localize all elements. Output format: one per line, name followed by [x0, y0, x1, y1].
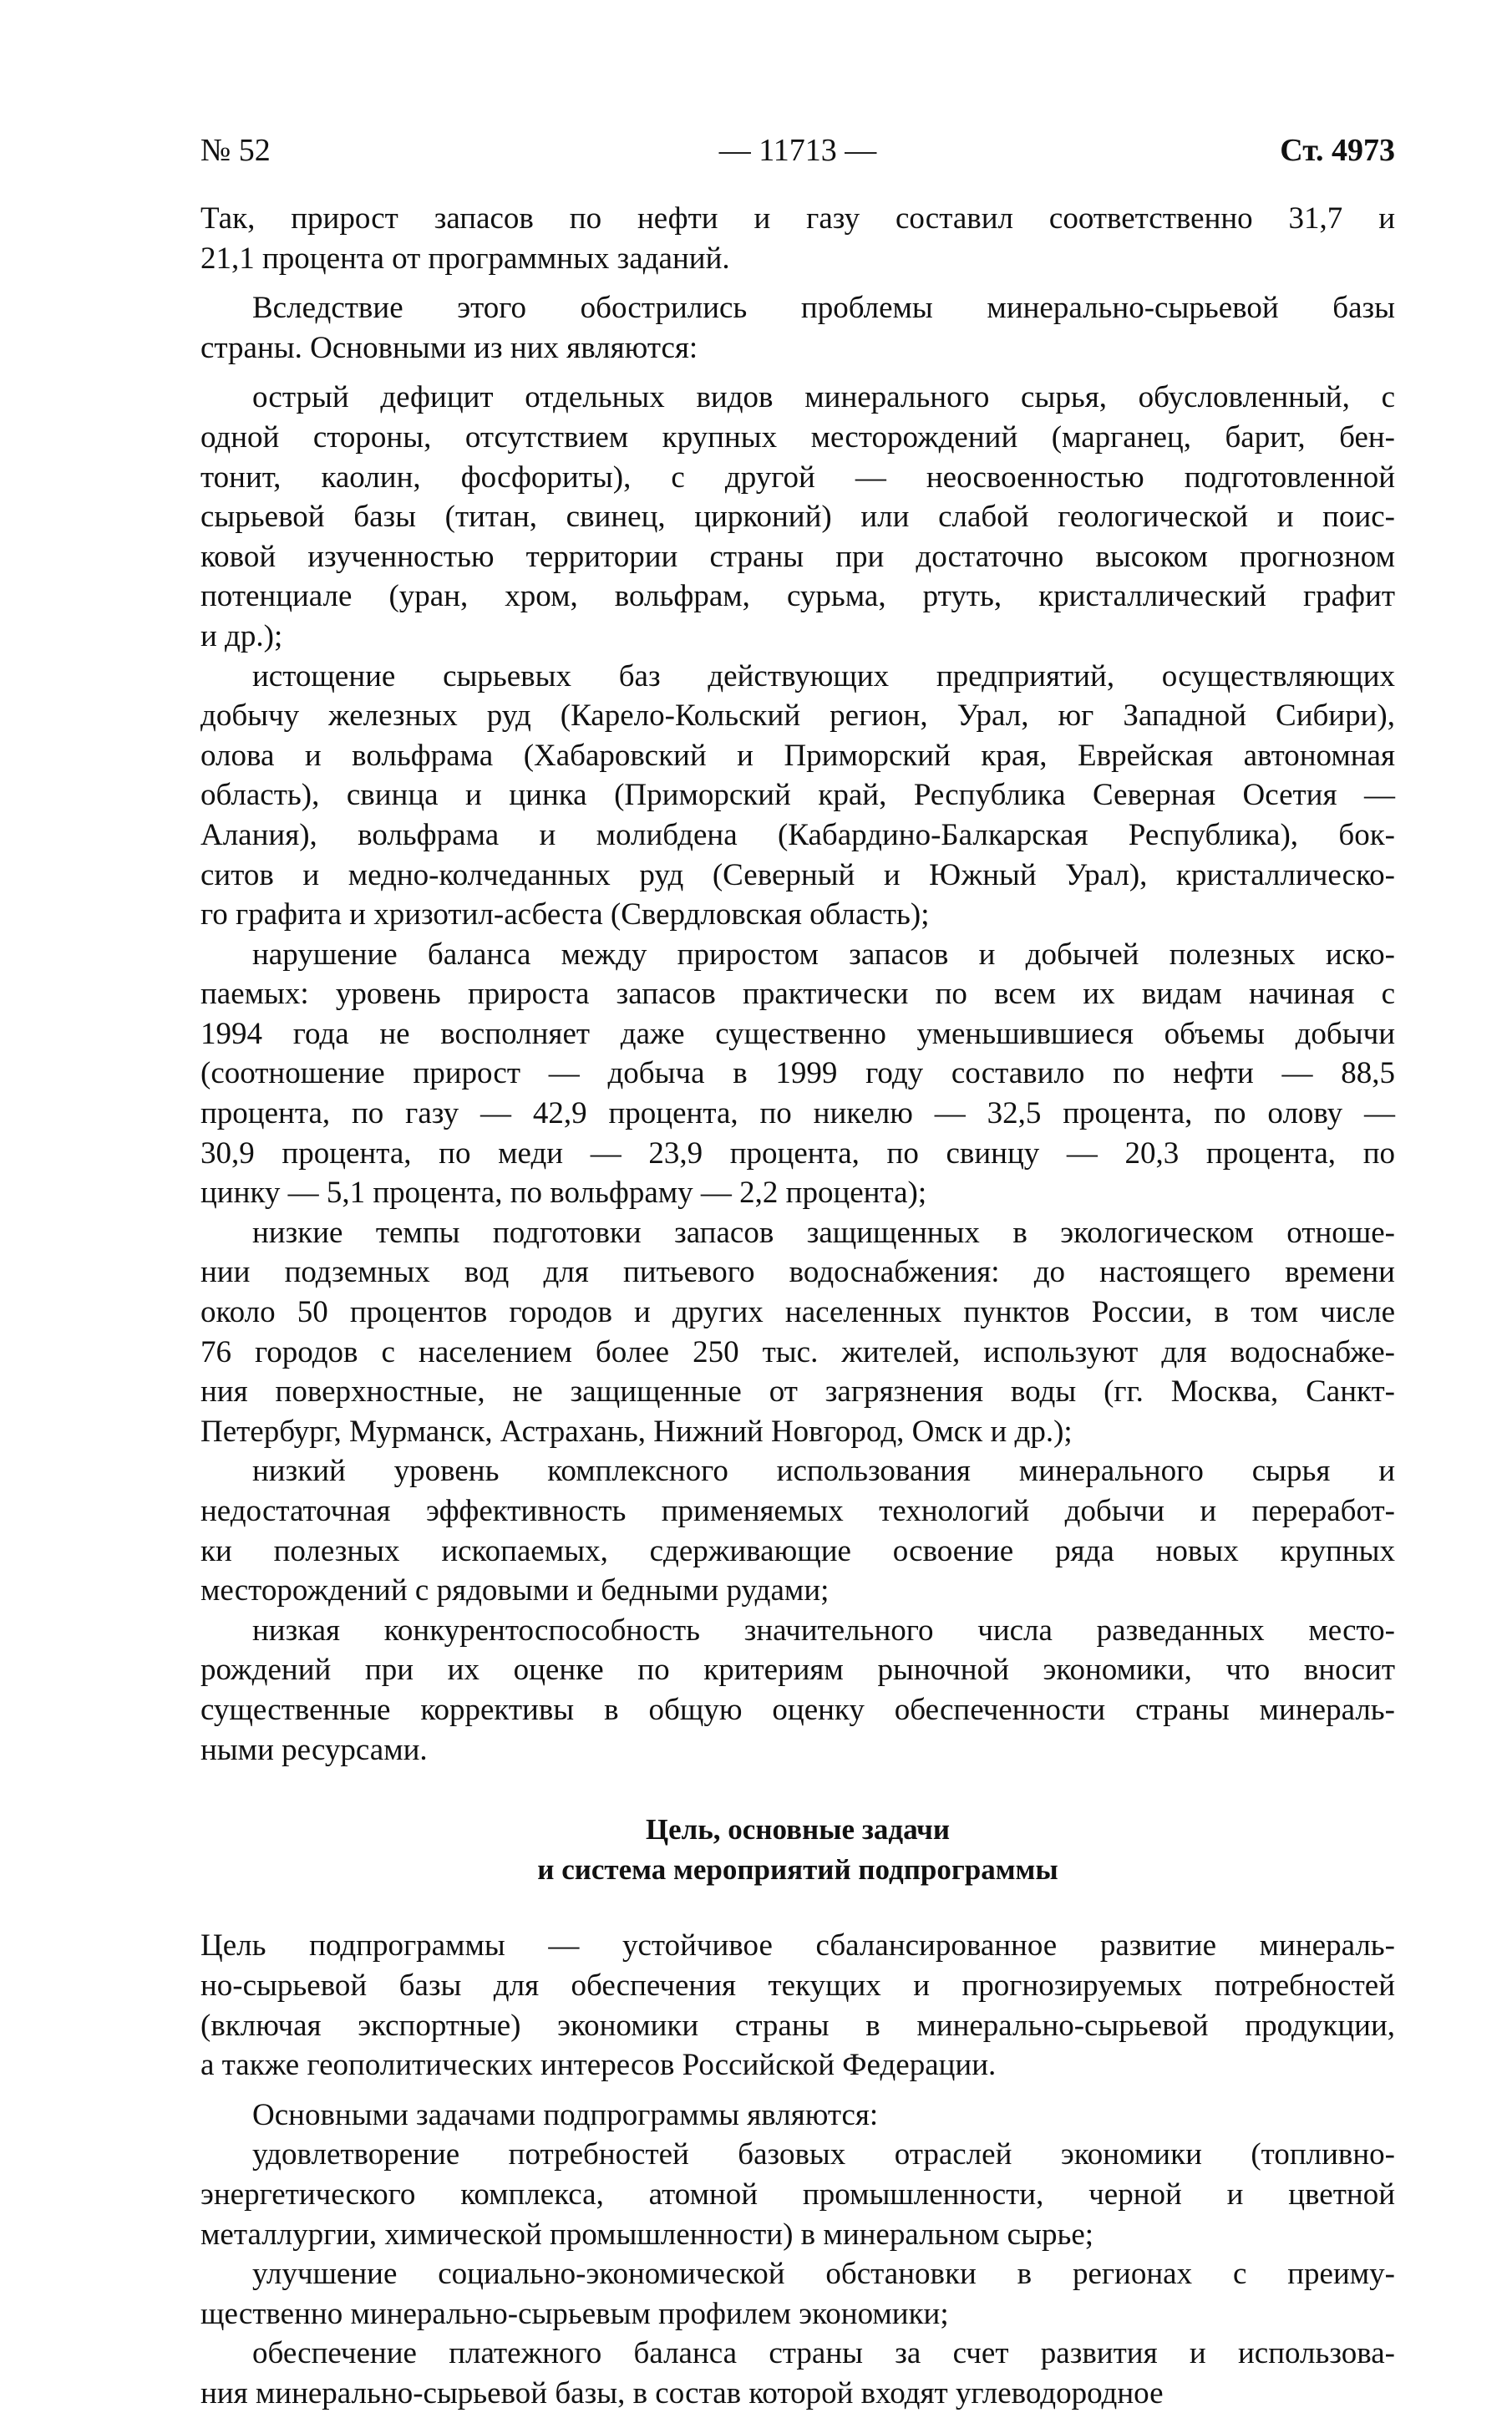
paragraphs-before — [200, 199, 1395, 1770]
text-line: область), свинца и цинка (Приморский край, Республика Северная Осетия — — [200, 778, 1395, 813]
text-line: месторождений с рядовыми и бедными рудами; — [200, 1573, 830, 1608]
paragraph — [200, 935, 1395, 1213]
text-line: удовлетворение потребностей базовых отраслей экономики (топливно- — [252, 2137, 1395, 2172]
text-line: (включая экспортные) экономики страны в минерально-сырьевой продукции, — [200, 2008, 1395, 2043]
text-line: металлургии, химической промышленности) в минеральном сырье; — [200, 2217, 1094, 2252]
text-line: острый дефицит отдельных видов минерального сырья, обусловленный, с — [252, 380, 1395, 415]
paragraph — [200, 378, 1395, 656]
text-line: нии подземных вод для питьевого водоснабжения: до настоящего времени — [200, 1255, 1395, 1290]
paragraph — [200, 2135, 1395, 2254]
text-line: процента, по газу — 42,9 процента, по никелю — 32,5 процента, по олову — — [200, 1096, 1395, 1131]
paragraph — [200, 1451, 1395, 1610]
text-line: рождений при их оценке по критериям рыночной экономики, что вносит — [200, 1653, 1395, 1688]
issue-number: № 52 — [200, 133, 271, 168]
text-line: 30,9 процента, по меди — 23,9 процента, по свинцу — 20,3 процента, по — [200, 1135, 1395, 1171]
text-line: (соотношение прирост — добыча в 1999 году составило по нефти — 88,5 — [200, 1056, 1395, 1091]
text-line: Основными задачами подпрограммы являются: — [252, 2097, 879, 2132]
paragraph — [200, 288, 1395, 368]
text-line: страны. Основными из них являются: — [200, 330, 698, 365]
text-line: Петербург, Мурманск, Астрахань, Нижний Новгород, Омск и др.); — [200, 1414, 1073, 1449]
paragraph — [200, 199, 1395, 278]
section-title-line: и система мероприятий подпрограммы — [537, 1852, 1058, 1886]
text-line: ковой изученностью территории страны при достаточно высоком прогнозном — [200, 539, 1395, 574]
page-number: — 11713 — — [718, 133, 877, 168]
text-line: истощение сырьевых баз действующих предприятий, осуществляющих — [252, 658, 1395, 693]
text-line: ными ресурсами. — [200, 1732, 428, 1767]
text-line: цинку — 5,1 процента, по вольфраму — 2,2 процента); — [200, 1176, 927, 1211]
paragraph — [200, 1611, 1395, 1770]
text-line: энергетического комплекса, атомной промышленности, черной и цветной — [200, 2177, 1395, 2212]
paragraph — [200, 2096, 1395, 2136]
text-line: ки полезных ископаемых, сдерживающие освоение ряда новых крупных — [200, 1533, 1395, 1568]
text-line: но-сырьевой базы для обеспечения текущих и прогнозируемых потребностей — [200, 1968, 1395, 2003]
text-line: низкая конкурентоспособность значительного числа разведанных место- — [252, 1613, 1395, 1648]
text-line: Цель подпрограммы — устойчивое сбалансированное развитие минераль- — [200, 1928, 1395, 1963]
text-line: обеспечение платежного баланса страны за счет развития и использова- — [252, 2336, 1395, 2371]
text-line: сырьевой базы (титан, свинец, цирконий) или слабой геологической и поис- — [200, 500, 1395, 535]
text-line: нарушение баланса между приростом запасов и добычей полезных иско- — [252, 937, 1395, 972]
text-line: паемых: уровень прироста запасов практически по всем их видам начиная с — [200, 977, 1395, 1012]
text-line: тонит, каолин, фосфориты), с другой — неосвоенностью подготовленной — [200, 460, 1395, 495]
text-line: 76 городов с населением более 250 тыс. жителей, используют для водоснабже- — [200, 1334, 1395, 1369]
text-line: ситов и медно-колчеданных руд (Северный и Южный Урал), кристаллическо- — [200, 857, 1395, 892]
text-line: ния минерально-сырьевой базы, в состав которой входят углеводородное — [200, 2375, 1164, 2410]
paragraphs-after — [200, 1926, 1395, 2413]
paragraph — [200, 657, 1395, 935]
text-line: добычу железных руд (Карело-Кольский регион, Урал, юг Западной Сибири), — [200, 698, 1395, 734]
text-line: улучшение социально-экономической обстановки в регионах с преиму- — [252, 2257, 1395, 2292]
text-line: щественно минерально-сырьевым профилем экономики; — [200, 2296, 949, 2331]
text-line: потенциале (уран, хром, вольфрам, сурьма, ртуть, кристаллический графит — [200, 579, 1395, 614]
text-line: 1994 года не восполняет даже существенно уменьшившиеся объемы добычи — [200, 1016, 1395, 1051]
text-line: го графита и хризотил-асбеста (Свердловская область); — [200, 897, 930, 932]
text-line: низкий уровень комплексного использования минерального сырья и — [252, 1454, 1395, 1489]
paragraph — [200, 2334, 1395, 2413]
document-body — [200, 199, 1395, 2413]
text-line: около 50 процентов городов и других населенных пунктов России, в том числе — [200, 1295, 1395, 1330]
text-line: 21,1 процента от программных заданий. — [200, 241, 730, 276]
text-line: Алания), вольфрама и молибдена (Кабардино-Балкарская Республика), бок- — [200, 817, 1395, 852]
text-line: недостаточная эффективность применяемых технологий добычи и переработ- — [200, 1494, 1395, 1528]
section-title-line: Цель, основные задачи — [645, 1813, 951, 1847]
text-line: Вследствие этого обострились проблемы минерально-сырьевой базы — [252, 291, 1395, 326]
text-line: одной стороны, отсутствием крупных месторождений (марганец, барит, бен- — [200, 419, 1395, 455]
text-line: олова и вольфрама (Хабаровский и Приморский края, Еврейская автономная — [200, 738, 1395, 773]
paragraph — [200, 2254, 1395, 2334]
text-line: ния поверхностные, не защищенные от загрязнения воды (гг. Москва, Санкт- — [200, 1374, 1395, 1410]
article-number: Ст. 4973 — [1280, 133, 1395, 168]
text-line: низкие темпы подготовки запасов защищенных в экологическом отноше- — [252, 1215, 1395, 1250]
paragraph — [200, 1926, 1395, 2085]
text-line: а также геополитических интересов Российской Федерации. — [200, 2048, 997, 2083]
page-header — [200, 132, 1395, 172]
text-line: и др.); — [200, 618, 283, 653]
text-line: существенные коррективы в общую оценку обеспеченности страны минераль- — [200, 1692, 1395, 1727]
section-title — [200, 1810, 1395, 1889]
paragraph — [200, 1213, 1395, 1452]
text-line: Так, прирост запасов по нефти и газу составил соответственно 31,7 и — [200, 201, 1395, 236]
